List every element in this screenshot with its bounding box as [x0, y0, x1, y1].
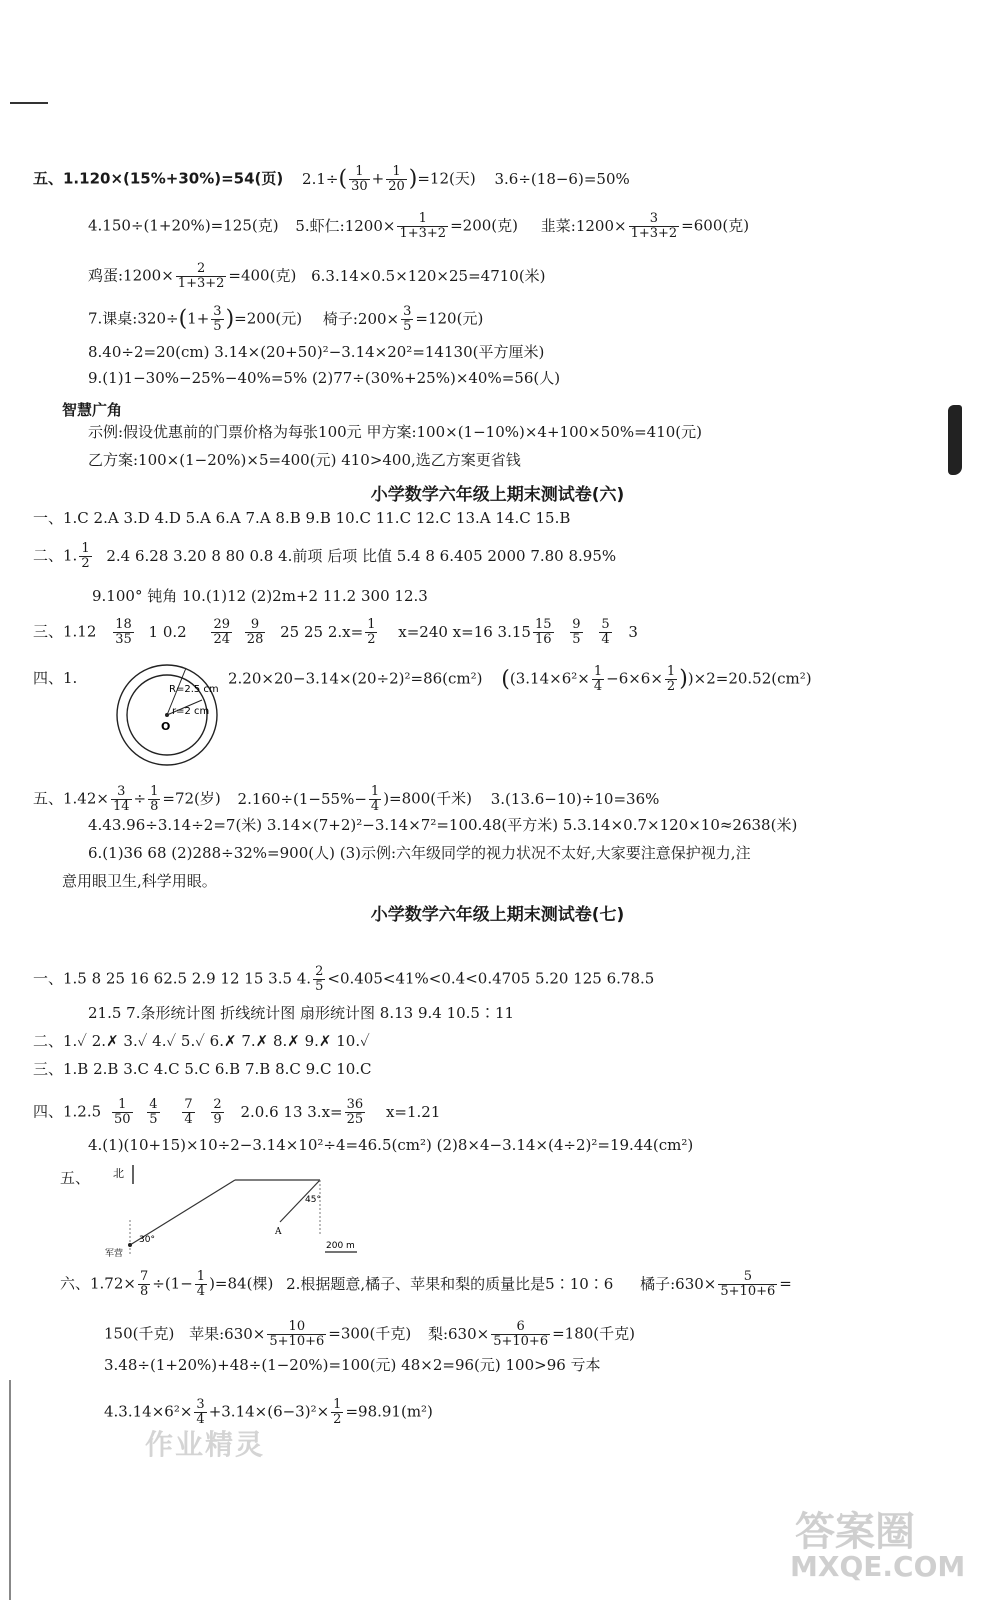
t6-line5: 2.20×20−3.14×(20÷2)²=86(cm²) ((3.14×6²× $\frac{1}{4}$ −6×6× $\frac{1}{2}$ ))×2=20.52(cm²) [228, 664, 812, 694]
t6-line9: 意用眼卫生,科学用眼。 [62, 872, 217, 890]
fraction: $\frac{1}{20}$ [388, 164, 405, 194]
t6-line4: 三、1.12 $\frac{18}{35}$ 1 0.2 $\frac{29}{24}$ $\frac{9}{28}$ 25 25 2.x= $\frac{1}{2}$ x=240 x=16 3.15 $\frac{15}{16}$ $\frac{9}{5}$ $\frac{5}{4}$ 3 [33, 617, 638, 647]
fraction: $\frac{3}{4}$ [196, 1397, 205, 1427]
fraction: $\frac{1}{2}$ [666, 664, 676, 694]
fraction: $\frac{15}{16}$ [534, 617, 552, 647]
concentric-circles-diagram [112, 660, 222, 770]
fraction: $\frac{36}{25}$ [346, 1097, 364, 1127]
fraction: $\frac{10}{5+10+6}$ [269, 1319, 325, 1349]
north-label: 北 [113, 1167, 124, 1180]
frac: $\frac{1}{30}$ [351, 164, 368, 194]
fraction: $\frac{1}{2}$ [333, 1397, 342, 1427]
fraction: $\frac{5}{5+10+6}$ [720, 1269, 776, 1299]
fraction: $\frac{18}{35}$ [115, 617, 132, 647]
angle-30-label: 30° [139, 1235, 155, 1245]
left-margin-rule [9, 1380, 11, 1600]
t7-line11: 4.3.14×6²× $\frac{3}{4}$ +3.14×(6−3)²× $\frac{1}{2}$ =98.91(m²) [104, 1397, 433, 1427]
b1-zh2: 乙方案:100×(1−20%)×5=400(元) 410>400,选乙方案更省钱 [88, 451, 521, 469]
b1-line5: 8.40÷2=20(cm) 3.14×(20+50)²−3.14×20²=14130(平方厘米) [88, 343, 545, 361]
t7-line8: 六、1.72× $\frac{7}{8}$ ÷(1− $\frac{1}{4}$ )=84(棵) 2.根据题意,橘子、苹果和梨的质量比是5∶10∶6 橘子:630× $\frac{5}{5+10+6}$ = [60, 1269, 792, 1299]
outer-radius-label: R=2.5 cm [169, 684, 219, 695]
fraction: $\frac{1}{4}$ [593, 664, 603, 694]
fraction: $\frac{7}{8}$ [139, 1269, 149, 1299]
fraction: $\frac{7}{4}$ [184, 1097, 193, 1127]
b1-zh1: 示例:假设优惠前的门票价格为每张100元 甲方案:100×(1−10%)×4+100×50%=410(元) [88, 423, 702, 441]
t6-line7: 4.43.96÷3.14÷2=7(米) 3.14×(7+2)²−3.14×7²=100.48(平方米) 5.3.14×0.7×120×10≈2638(米) [88, 816, 798, 834]
fraction: $\frac{3}{5}$ [213, 304, 222, 334]
t7-line2: 21.5 7.条形统计图 折线统计图 扇形统计图 8.13 9.4 10.5∶11 [88, 1004, 515, 1022]
t6-line5-label: 四、1. [33, 669, 78, 687]
t7-line7-label: 五、 [60, 1169, 91, 1187]
fraction: $\frac{1}{4}$ [370, 784, 380, 814]
center-point [165, 713, 169, 717]
b1-line4: 7.课桌:320÷(1+ $\frac{3}{5}$ )=200(元) 椅子:200× $\frac{3}{5}$ =120(元) [88, 304, 484, 334]
start-point [128, 1243, 132, 1247]
b1-line6: 9.(1)1−30%−25%−40%=5% (2)77÷(30%+25%)×40%=56(人) [88, 369, 561, 387]
fraction: $\frac{3}{1+3+2}$ [630, 211, 678, 241]
page-edge-mark [948, 405, 962, 475]
t7-line5: 四、1.2.5 $\frac{1}{50}$ $\frac{4}{5}$ $\frac{7}{4}$ $\frac{2}{9}$ 2.0.6 13 3.x= $\frac{36}{25}$ x=1.21 [33, 1097, 441, 1127]
t7-line10: 3.48÷(1+20%)+48÷(1−20%)=100(元) 48×2=96(元) 100>96 亏本 [104, 1356, 601, 1374]
fraction: $\frac{1}{2}$ [367, 617, 376, 647]
start-label: 军营 [105, 1249, 124, 1259]
top-rule [10, 102, 48, 104]
fraction: $\frac{4}{5}$ [149, 1097, 158, 1127]
fraction: $\frac{6}{5+10+6}$ [493, 1319, 549, 1349]
fraction: $\frac{1}{50}$ [113, 1097, 131, 1127]
section-heading: 智慧广角 [62, 401, 123, 419]
fraction: $\frac{1}{2}$ [81, 541, 90, 571]
fraction: $\frac{29}{24}$ [213, 617, 231, 647]
fraction: $\frac{2}{9}$ [213, 1097, 222, 1127]
site-watermark-url: MXQE.COM [790, 1550, 966, 1583]
b1-line2: 4.150÷(1+20%)=125(克) 5.虾仁:1200× $\frac{1}{1+3+2}$ =200(克) 韭菜:1200× $\frac{3}{1+3+2}$ =600(克) [88, 211, 750, 241]
stamp-watermark: 作业精灵 [145, 1428, 266, 1461]
fraction: $\frac{5}{4}$ [601, 617, 610, 647]
t7-line6: 4.(1)(10+15)×10÷2−3.14×10²÷4=46.5(cm²) (2)8×4−3.14×(4÷2)²=19.44(cm²) [88, 1136, 694, 1154]
site-watermark-logo: 答案圈 [795, 1509, 915, 1555]
t7-line9: 150(千克) 苹果:630× $\frac{10}{5+10+6}$ =300(千克) 梨:630× $\frac{6}{5+10+6}$ =180(千克) [104, 1319, 635, 1349]
fraction: $\frac{1}{8}$ [150, 784, 159, 814]
test7-title: 小学数学六年级上期末测试卷(七) [370, 905, 625, 925]
scale-label: 200 m [326, 1241, 355, 1251]
fraction: $\frac{2}{1+3+2}$ [177, 261, 225, 291]
b1-line3: 鸡蛋:1200× $\frac{2}{1+3+2}$ =400(克) 6.3.14×0.5×120×25=4710(米) [88, 261, 546, 291]
t6-line6: 五、1.42× $\frac{3}{14}$ ÷ $\frac{1}{8}$ =72(岁) 2.160÷(1−55%− $\frac{1}{4}$ )=800(千米) 3.(13.6−10)÷10=36% [33, 784, 660, 814]
t7-line1: 一、1.5 8 25 16 62.5 2.9 12 15 3.5 4. $\frac{2}{5}$ <0.405<41%<0.4̇<0.4705 5.20 125 6.78.5 [33, 964, 655, 994]
fraction: $\frac{3}{5}$ [403, 304, 412, 334]
test6-title: 小学数学六年级上期末测试卷(六) [370, 485, 625, 505]
t6-line8: 6.(1)36 68 (2)288÷32%=900(人) (3)示例:六年级同学的视力状况不太好,大家要注意保护视力,注 [88, 844, 751, 862]
t6-line2: 二、1. $\frac{1}{2}$ 2.4 6.28 3.20 8 80 0.8 4.前项 后项 比值 5.4 8 6.405 2000 7.80 8.95% [33, 541, 617, 571]
inner-radius-label: r=2 cm [172, 706, 210, 717]
b1-line1: 五、1.120×(15%+30%)=54(页) 2.1÷( $\frac{1}{30}$ + $\frac{1}{20}$ )=12(天) 3.6÷(18−6)=50% [33, 164, 630, 194]
t6-line1: 一、1.C 2.A 3.D 4.D 5.A 6.A 7.A 8.B 9.B 10.C 11.C 12.C 13.A 14.C 15.B [33, 509, 571, 527]
fraction: $\frac{9}{5}$ [572, 617, 581, 647]
angle-45-label: 45° [305, 1195, 321, 1205]
route-map-diagram [95, 1160, 365, 1260]
center-label: O [161, 720, 171, 733]
fraction: $\frac{2}{5}$ [315, 964, 324, 994]
t7-line4: 三、1.B 2.B 3.C 4.C 5.C 6.B 7.B 8.C 9.C 10.C [33, 1060, 372, 1078]
t6-line3: 9.100° 钝角 10.(1)12 (2)2m+2 11.2 300 12.3 [92, 587, 428, 605]
fraction: $\frac{1}{1+3+2}$ [399, 211, 447, 241]
point-a-label: A [275, 1227, 282, 1237]
fraction: $\frac{9}{28}$ [246, 617, 264, 647]
fraction: $\frac{1}{4}$ [196, 1269, 206, 1299]
t7-line3: 二、1.✓ 2.✗ 3.✓ 4.✓ 5.✓ 6.✗ 7.✗ 8.✗ 9.✗ 10.✓ [33, 1032, 370, 1050]
fraction: $\frac{3}{14}$ [112, 784, 130, 814]
